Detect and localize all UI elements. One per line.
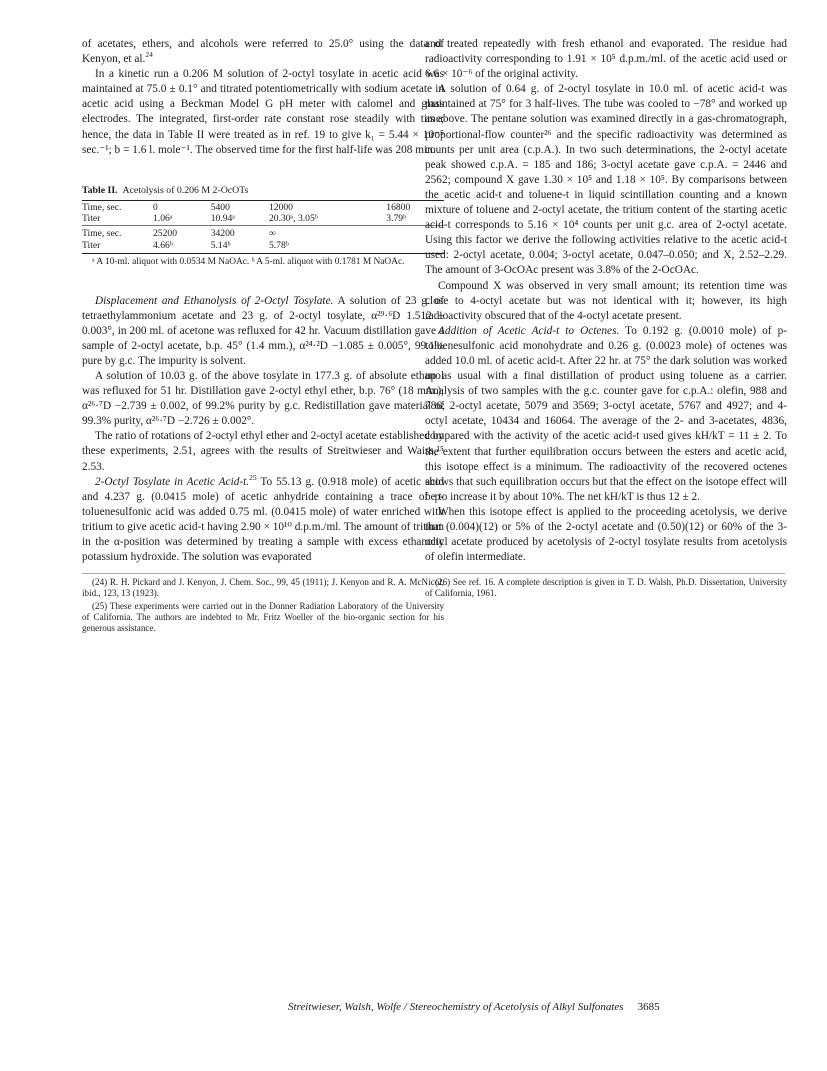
footnote: (24) R. H. Pickard and J. Kenyon, J. Chem. Soc., 99, 45 (1911); J. Kenyon and R. A. McNicol, ibid., 123, 13 (1923). (82, 577, 444, 598)
section-heading: Addition of Acetic Acid-t to Octenes. (438, 324, 620, 337)
left-column (82, 37, 444, 633)
running-head: Streitwieser, Walsh, Wolfe / Stereochemistry of Acetolysis of Alkyl Sulfonates (288, 1001, 624, 1013)
paragraph: In a kinetic run a 0.206 M solution of 2-octyl tosylate in acetic acid was maintained at 75.0 ± 0.1° and titrated potentiometrically with sodium acetate in acetic acid using a Beckman Model G pH meter with calomel and glass electrodes. The integrated, first-order rate constant rose steadily with time; hence, the data in Table II were treated as in ref. 19 to give k₁ = 5.44 × 10⁻⁵ sec.⁻¹; b = 1.6 l. mole⁻¹. The observed time for the first half-life was 208 min. (82, 68, 444, 156)
footnote-ref: 24 (145, 50, 153, 60)
paragraph: A solution of 10.03 g. of the above tosylate in 177.3 g. of absolute ethanol was refluxed for 51 hr. Distillation gave 2-octyl ethyl ether, b.p. 76° (18 mm.), α²⁶·⁷D −2.739 ± 0.002, of 99.2% purity by g.c. Redistillation gave material of 99.3% purity, α²⁶·⁷D −2.726 ± 0.002°. (82, 370, 444, 428)
data-table (82, 200, 444, 254)
paragraph: and treated repeatedly with fresh ethanol and evaporated. The residue had radioactivity corresponding to 1.91 × 10⁵ d.p.m./ml. of the acetic acid used or 6.6 × 10⁻⁶ of the original activity. (425, 38, 787, 81)
paragraph: Displacement and Ethanolysis of 2-Octyl Tosylate. A solution of 23 g. of tetraethylammonium acetate and 23 g. of 2-octyl tosylate, α²⁹·⁶D 1.512 ± 0.003°, in 200 ml. of acetone was refluxed for 42 hr. Vacuum distillation gave a sample of 2-octyl acetate, b.p. 45° (1.4 mm.), α²⁴·²D −1.085 ± 0.005°, 99.1% pure by g.c. The impurity is solvent. (82, 294, 444, 367)
table-caption: Table II. Acetolysis of 0.206 M 2-OcOTs (82, 184, 249, 196)
footnote-divider (425, 573, 785, 574)
paragraph: A solution of 0.64 g. of 2-octyl tosylate in 10.0 ml. of acetic acid-t was maintained at 75° for 3 half-lives. The tube was cooled to −78° and worked up as above. The pentane solution was examined directly in a gas-chromatograph, proportional-flow counter²⁶ and the specific radioactivity was determined as counts per unit area (c.p.A.). In two such determinations, the 2-octyl acetate peak showed c.p.A. = 185 and 186; 3-octyl acetate gave c.p.A. = 2446 and 2562; compound X gave 1.30 × 10⁵ and 1.18 × 10⁵. By comparisons between the acetic acid-t and toluene-t in liquid scintillation counting and a known mixture of toluene and 2-octyl acetate, the tritium content of the starting acetic acid-t corresponds to 5.16 × 10⁴ counts per unit g.c. area of 2-octyl acetate. Using this factor we derive the following activities relative to the acetic acid-t used: 2-octyl acetate, 0.004; 3-octyl acetate, 0.047–0.050; and X, 2.52–2.29. The amount of 3-OcOAc present was 3.8% of the 2-OcOAc. (425, 83, 787, 277)
table-row: Time, sec. 0 5400 12000 16800 (82, 200, 444, 213)
paragraph: Compound X was observed in very small amount; its retention time was close to 4-octyl acetate but was not identical with it; however, its high radioactivity obscured that of the 4-octyl acetate present. (425, 279, 787, 322)
right-column (425, 37, 787, 598)
section-heading: 2-Octyl Tosylate in Acetic Acid-t. (95, 475, 250, 488)
page-number: 3685 (637, 1001, 660, 1013)
paragraph: When this isotope effect is applied to the proceeding acetolysis, we derive that (0.004)(12) or 5% of the 2-octyl acetate and (0.50)(12) or 60% of the 3-octyl acetate produced by acetolysis of 2-octyl tosylate results from acetolysis of olefin intermediate. (425, 505, 787, 564)
page-footer (288, 1001, 788, 1013)
table-notes: ᵃ A 10-ml. aliquot with 0.0534 M NaOAc. ᵇ A 5-ml. aliquot with 0.1781 M NaOAc. (92, 257, 405, 268)
table-row: Titer 1.06ᵃ 10.94ᵃ 20.30ᵃ, 3.05ᵇ 3.79ᵇ (82, 213, 407, 225)
table-row: Titer 4.66ᵇ 5.14ᵇ 5.78ᵇ (82, 240, 444, 254)
footnote: (26) See ref. 16. A complete description is given in T. D. Walsh, Ph.D. Dissertation, University of California, 1961. (425, 577, 787, 598)
paragraph: The ratio of rotations of 2-octyl ethyl ether and 2-octyl acetate established by these experiments, 2.51, agrees with the results of Streitwieser and Waiss,¹⁵ 2.53. (82, 430, 444, 473)
paragraph: Addition of Acetic Acid-t to Octenes. To 0.192 g. (0.0010 mole) of p-toluenesulfonic acid monohydrate and 0.26 g. (0.0023 mole) of octenes was added 10.0 ml. of acetic acid-t. After 22 hr. at 75° the dark solution was worked up as usual with a final distillation of product using toluene as a carrier. Analysis of two samples with the g.c. counter gave for c.p.A.: olefin, 988 and 786; 2-octyl acetate, 5079 and 3569; 3-octyl acetate, 5767 and 4927; and 4-octyl acetate, 10434 and 16064. The average of the 2- and 3-acetates, 4836, compared with the activity of the acetic acid-t used gives kH/kT = 11 ± 2. To the extent that further equilibration occurs between the esters and acetic acid, this isotope effect is a minimum. The radioactivity of the recovered octenes shows that such equilibration occurs but that the effect on the isotope effect will be to increase it by about 10%. The net kH/kT is thus 12 ± 2. (425, 324, 787, 503)
footnote-divider (82, 573, 442, 574)
footnote-ref: 25 (249, 472, 257, 482)
paragraph: of acetates, ethers, and alcohols were referred to 25.0° using the data of Kenyon, et al.$^{24}$ (82, 38, 444, 66)
section-heading: Displacement and Ethanolysis of 2-Octyl Tosylate. (95, 294, 334, 307)
paragraph: 2-Octyl Tosylate in Acetic Acid-t.$^{25}$ To 55.13 g. (0.918 mole) of acetic acid and 4.237 g. (0.0415 mole) of acetic anhydride containing a trace of p-toluenesulfonic acid was added 0.75 ml. (0.0415 mole) of water enriched with tritium to give acetic acid-t having 2.90 × 10¹⁰ d.p.m./ml. The amount of tritium in the α-position was determined by treating a sample with excess ethanolic potassium hydroxide. The solution was evaporated (82, 472, 444, 564)
table-row: Time, sec. 25200 34200 ∞ (82, 225, 444, 239)
footnote: (25) These experiments were carried out in the Donner Radiation Laboratory of the University of California. The authors are indebted to Mr. Fritz Woeller of the bio-organic section for his generous assistance. (82, 601, 444, 633)
